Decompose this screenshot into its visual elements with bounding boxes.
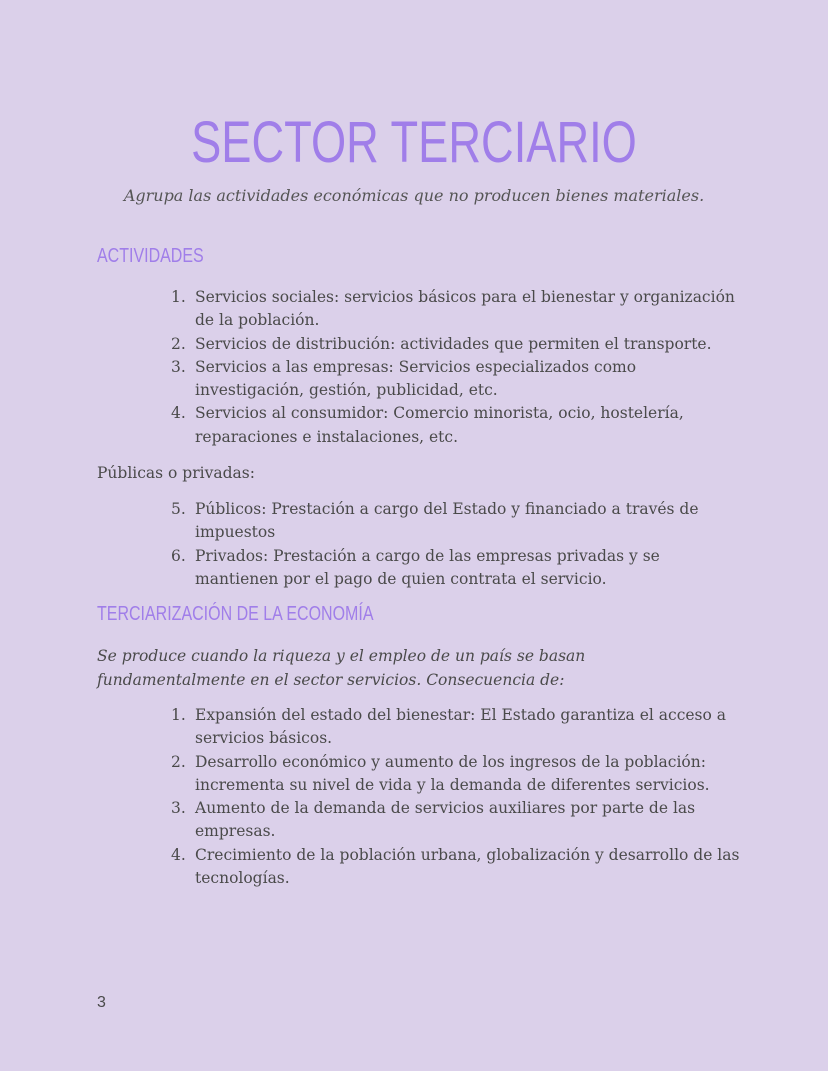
list-item xyxy=(171,333,741,356)
publicas-privadas-intro: Públicas o privadas: xyxy=(97,464,255,482)
list-item-text: Desarrollo económico y aumento de los ingresos de la población: incrementa su nivel de vida y la demanda de diferentes servicios. xyxy=(195,752,710,794)
list-item-text: Servicios al consumidor: Comercio minorista, ocio, hostelería, reparaciones e instalaciones, etc. xyxy=(195,404,684,446)
page-subtitle: Agrupa las actividades económicas que no producen bienes materiales. xyxy=(123,186,705,205)
page-title: SECTOR TERCIARIO xyxy=(191,110,637,175)
page-number: 3 xyxy=(97,994,106,1011)
list-item xyxy=(171,751,741,798)
list-item xyxy=(171,545,741,592)
list-item-number: 6. xyxy=(171,546,186,565)
list-item-text: Aumento de la demanda de servicios auxiliares por parte de las empresas. xyxy=(195,799,696,841)
list-item-number: 1. xyxy=(171,288,186,306)
list-item-number: 3. xyxy=(171,357,186,376)
list-item-number: 3. xyxy=(171,799,186,818)
list-item-text: Públicos: Prestación a cargo del Estado y financiado a través de impuestos xyxy=(195,500,699,542)
list-item-text: Expansión del estado del bienestar: El Estado garantiza el acceso a servicios básicos. xyxy=(195,706,727,748)
list-item-text: Privados: Prestación a cargo de las empresas privadas y se mantienen por el pago de quien contrata el servicio. xyxy=(195,546,660,588)
list-item xyxy=(171,356,741,403)
list-item xyxy=(171,402,741,449)
terciarizacion-intro: Se produce cuando la riqueza y el empleo de un país se basan fundamentalmente en el sector servicios. Consecuencia de: xyxy=(97,647,586,689)
list-item-number: 2. xyxy=(171,752,186,771)
list-item xyxy=(171,286,741,333)
list-item-number: 1. xyxy=(171,706,186,724)
list-item-text: Crecimiento de la población urbana, globalización y desarrollo de las tecnologías. xyxy=(195,845,740,888)
list-item xyxy=(171,498,741,545)
list-item-number: 4. xyxy=(171,404,186,423)
actividades-list xyxy=(171,286,741,449)
section-heading-actividades: ACTIVIDADES xyxy=(97,245,204,267)
publicas-privadas-list xyxy=(171,498,741,591)
section-heading-terciarizacion: TERCIARIZACIÓN DE LA ECONOMÍA xyxy=(97,603,374,625)
list-item xyxy=(171,844,741,891)
consecuencias-list xyxy=(171,704,741,890)
list-item-number: 5. xyxy=(171,500,186,518)
list-item xyxy=(171,797,741,844)
list-item-number: 2. xyxy=(171,334,186,353)
list-item-text: Servicios sociales: servicios básicos para el bienestar y organización de la población. xyxy=(195,288,735,330)
list-item-text: Servicios a las empresas: Servicios especializados como investigación, gestión, publicidad, etc. xyxy=(195,357,637,400)
list-item-text: Servicios de distribución: actividades que permiten el transporte. xyxy=(195,334,712,353)
list-item xyxy=(171,704,741,751)
list-item-number: 4. xyxy=(171,845,186,864)
